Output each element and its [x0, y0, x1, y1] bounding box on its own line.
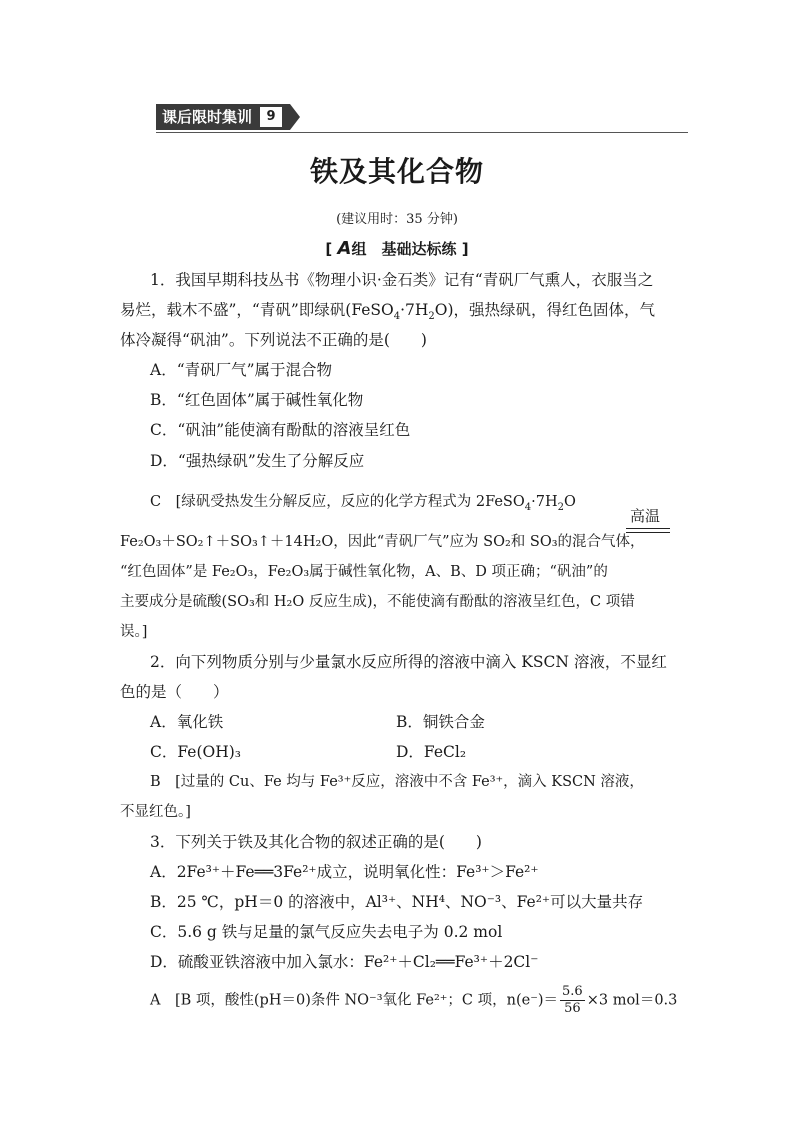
- q1-sub-4: 4: [393, 311, 401, 323]
- reaction-condition: 高温: [630, 507, 661, 525]
- group-close-bracket: ]: [461, 240, 469, 258]
- q2-answer-line-1: B [过量的 Cu、Fe 均与 Fe³⁺反应，溶液中不含 Fe³⁺，滴入 KSCN 溶液，: [150, 774, 644, 790]
- q1-answer-sub-4: 4: [524, 501, 532, 513]
- group-open-bracket: [: [325, 240, 333, 258]
- q1-sub-2: 2: [428, 311, 435, 323]
- q1-option-c: C．“矾油”能使滴有酚酞的溶液呈红色: [150, 421, 411, 439]
- q1-option-d: D．“强热绿矾”发生了分解反应: [150, 452, 365, 470]
- q3-answer-fraction: [560, 984, 585, 1017]
- q1-answer-line-5: 误。]: [120, 624, 148, 640]
- q1-line-2: [120, 298, 680, 322]
- badge-body: [156, 104, 290, 130]
- q1-line-3: 体冷凝得“矾油”。下列说法不正确的是( ): [120, 331, 427, 349]
- q3-answer-line-1: [150, 984, 710, 1017]
- fraction-numerator: 5.6: [562, 984, 583, 999]
- q1-answer-line-1: [150, 490, 710, 514]
- group-heading: [0, 238, 794, 259]
- fraction-denominator: 56: [564, 1001, 581, 1016]
- q1-line-2a: 易烂，载木不盛”，“青矾”即绿矾(FeSO: [120, 301, 394, 319]
- q1-answer-line-3: “红色固体”是 Fe₂O₃，Fe₂O₃属于碱性氧化物，A、B、D 项正确；“矾油”的: [120, 564, 608, 580]
- q1-answer-line-4: 主要成分是硫酸(SO₃和 H₂O 反应生成)，不能使滴有酚酞的溶液呈红色，C 项错: [120, 594, 635, 610]
- q2-line-1: 2．向下列物质分别与少量氯水反应所得的溶液中滴入 KSCN 溶液，不显红: [150, 653, 667, 671]
- reaction-equals-bar-top: [626, 528, 670, 529]
- badge-label: 课后限时集训: [162, 108, 253, 126]
- q1-line-1: 1．我国早期科技丛书《物理小识·金石类》记有“青矾厂气熏人，衣服当之: [150, 271, 654, 289]
- q3-option-d: D．硫酸亚铁溶液中加入氯水：Fe²⁺＋Cl₂══Fe³⁺＋2Cl⁻: [150, 953, 539, 971]
- q1-answer-line-2: Fe₂O₃＋SO₂↑＋SO₃↑＋14H₂O，因此“青矾厂气”应为 SO₂和 SO₃的混合气体，: [120, 534, 645, 550]
- q2-line-2: 色的是（ ）: [120, 683, 229, 701]
- q1-line-2b: ·7H: [400, 301, 429, 319]
- q1-option-b: B．“红色固体”属于碱性氧化物: [150, 391, 364, 409]
- q2-option-a: A．氧化铁: [150, 713, 224, 731]
- q1-answer-sub-2: 2: [557, 501, 564, 513]
- q3-answer-1b: ×3 mol＝0.3: [586, 992, 678, 1009]
- header-rule: [156, 132, 688, 133]
- q3-line-1: 3．下列关于铁及其化合物的叙述正确的是( ): [150, 833, 482, 851]
- q1-answer-1a: C [绿矾受热发生分解反应，反应的化学方程式为 2FeSO: [150, 494, 525, 510]
- q2-option-d: D．FeCl₂: [396, 743, 467, 761]
- group-letter: A: [337, 238, 352, 259]
- page-subtitle: (建议用时：35 分钟): [336, 212, 458, 227]
- badge-number: 9: [260, 107, 282, 127]
- section-badge: [156, 104, 300, 130]
- q3-option-c: C．5.6 g 铁与足量的氯气反应失去电子为 0.2 mol: [150, 923, 503, 941]
- q3-option-b: B．25 ℃，pH＝0 的溶液中，Al³⁺、NH⁴、NO⁻³、Fe²⁺可以大量共存: [150, 893, 644, 911]
- q1-answer-1b: ·7H: [531, 494, 558, 510]
- q1-line-2c: O)，强热绿矾，得红色固体，气: [434, 301, 656, 319]
- q3-option-a: A．2Fe³⁺＋Fe══3Fe²⁺成立，说明氧化性：Fe³⁺＞Fe²⁺: [150, 863, 539, 881]
- q3-answer-1a: A [B 项，酸性(pH＝0)条件 NO⁻³氧化 Fe²⁺；C 项，n(e⁻)＝: [150, 992, 559, 1009]
- group-name: 组 基础达标练: [351, 240, 457, 258]
- q2-option-c: C．Fe(OH)₃: [150, 743, 241, 761]
- page-title: 铁及其化合物: [309, 155, 484, 188]
- q2-answer-line-2: 不显红色。]: [120, 804, 191, 820]
- q2-option-b: B．铜铁合金: [396, 713, 485, 731]
- badge-tail: [290, 104, 300, 130]
- q1-answer-1c: O: [564, 494, 576, 510]
- q1-option-a: A．“青矾厂气”属于混合物: [150, 361, 333, 379]
